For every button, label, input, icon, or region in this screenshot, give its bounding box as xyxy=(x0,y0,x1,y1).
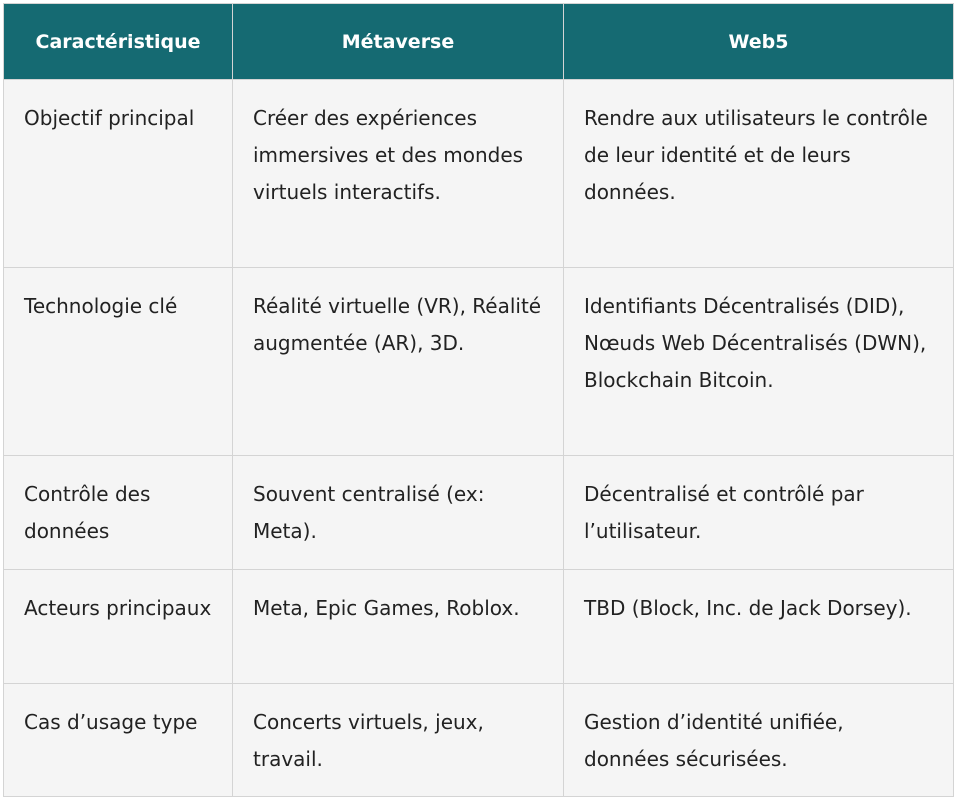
cell-characteristic: Technologie clé xyxy=(4,268,233,456)
cell-metaverse: Créer des expériences immersives et des mondes virtuels interactifs. xyxy=(233,80,564,268)
header-metaverse: Métaverse xyxy=(233,4,564,80)
comparison-table-container xyxy=(3,3,953,797)
comparison-table xyxy=(3,3,954,797)
cell-metaverse: Meta, Epic Games, Roblox. xyxy=(233,570,564,684)
table-row xyxy=(4,268,954,456)
cell-characteristic: Objectif principal xyxy=(4,80,233,268)
cell-web5: TBD (Block, Inc. de Jack Dorsey). xyxy=(564,570,954,684)
cell-characteristic: Contrôle des données xyxy=(4,456,233,570)
cell-metaverse: Souvent centralisé (ex: Meta). xyxy=(233,456,564,570)
cell-web5: Décentralisé et contrôlé par l’utilisateur. xyxy=(564,456,954,570)
cell-web5: Identifiants Décentralisés (DID), Nœuds Web Décentralisés (DWN), Blockchain Bitcoin. xyxy=(564,268,954,456)
cell-web5: Rendre aux utilisateurs le contrôle de leur identité et de leurs données. xyxy=(564,80,954,268)
header-characteristic: Caractéristique xyxy=(4,4,233,80)
cell-metaverse: Réalité virtuelle (VR), Réalité augmentée (AR), 3D. xyxy=(233,268,564,456)
cell-characteristic: Acteurs principaux xyxy=(4,570,233,684)
table-row xyxy=(4,684,954,797)
table-row xyxy=(4,80,954,268)
cell-web5: Gestion d’identité unifiée, données sécurisées. xyxy=(564,684,954,797)
table-row xyxy=(4,570,954,684)
table-row xyxy=(4,456,954,570)
cell-metaverse: Concerts virtuels, jeux, travail. xyxy=(233,684,564,797)
cell-characteristic: Cas d’usage type xyxy=(4,684,233,797)
table-header-row xyxy=(4,4,954,80)
header-web5: Web5 xyxy=(564,4,954,80)
